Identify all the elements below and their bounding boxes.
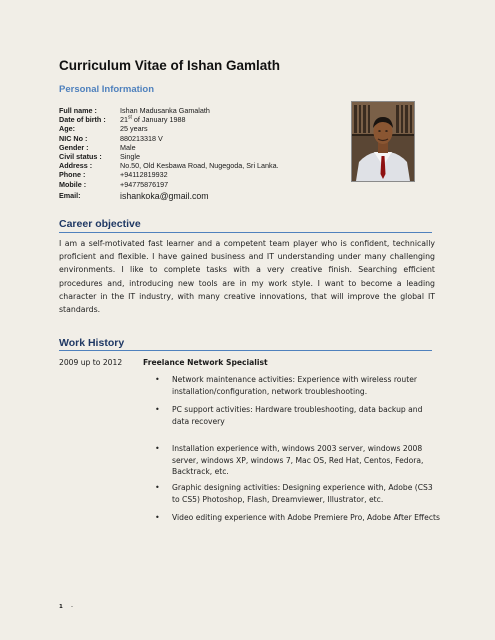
work-bullet-text: Video editing experience with Adobe Premiere Pro, Adobe After Effects xyxy=(172,513,440,522)
dob-day: 21 xyxy=(120,115,128,125)
phone-label: Phone : xyxy=(59,170,86,180)
full-name-label: Full name : xyxy=(59,106,97,115)
work-bullet-text: Graphic designing activities: Designing experience with, Adobe (CS3 to CS5) Photoshop, Flash, Dreamviewer, Illustrator, etc. xyxy=(172,483,433,504)
work-history-date: 2009 up to 2012 xyxy=(59,358,123,367)
personal-info-heading: Personal Information xyxy=(59,84,155,95)
work-bullet-item xyxy=(155,404,440,427)
profile-photo xyxy=(351,101,415,182)
work-bullet-item xyxy=(155,512,440,524)
gender-value: Male xyxy=(120,142,136,152)
work-bullet-text: Network maintenance activities: Experience with wireless router installation/configuration, network troubleshooting. xyxy=(172,375,418,396)
full-name-value: Ishan Madusanka Gamalath xyxy=(120,106,210,115)
dob-rest: of January 1988 xyxy=(131,115,186,125)
age-value: 25 years xyxy=(120,124,148,134)
career-objective-divider xyxy=(59,232,432,233)
mobile-label: Mobile : xyxy=(59,179,87,189)
work-bullet-text: Installation experience with, windows 2003 server, windows 2008 server, windows XP, windows 7, Mac OS, Red Hat, Centos, Fedora, Backtrack, etc. xyxy=(172,444,424,476)
gender-row xyxy=(59,143,279,152)
address-label: Address : xyxy=(59,161,93,171)
page-dash: - xyxy=(71,604,73,610)
dob-value xyxy=(120,115,185,124)
civil-status-value: Single xyxy=(120,151,140,161)
phone-row xyxy=(59,170,279,179)
dob-suffix: st xyxy=(128,114,132,121)
work-history-heading: Work History xyxy=(59,337,125,349)
email-row xyxy=(59,190,279,202)
career-objective-text: I am a self-motivated fast learner and a competent team player who is confident, technically proficient and flexible. I have gained business and IT understanding under many challenging environments. I like to complete tasks with a very creative finish. Searching efficient procedures and, introducing new tools are in my work style. I want to become a leading character in the IT industry, with many creative innovations, that will improve the global IT standards. xyxy=(59,239,435,315)
dob-label: Date of birth : xyxy=(59,115,106,125)
bullet-dot-icon: • xyxy=(155,375,160,384)
cv-title: Curriculum Vitae of Ishan Gamlath xyxy=(59,58,281,73)
page-number: 1 xyxy=(59,604,63,610)
bullet-dot-icon: • xyxy=(155,444,160,453)
bullet-dot-icon: • xyxy=(155,405,160,414)
bullet-dot-icon: • xyxy=(155,513,160,522)
email-label: Email: xyxy=(59,190,81,200)
nic-row xyxy=(59,134,279,143)
dob-row xyxy=(59,115,279,124)
age-label: Age: xyxy=(59,124,75,134)
mobile-row xyxy=(59,180,279,189)
bullet-dot-icon: • xyxy=(155,483,160,492)
address-row xyxy=(59,161,279,170)
nic-label: NIC No : xyxy=(59,133,88,143)
work-history-role: Freelance Network Specialist xyxy=(143,358,268,367)
address-value: No.50, Old Kesbawa Road, Nugegoda, Sri Lanka. xyxy=(120,161,279,171)
nic-value: 880213318 V xyxy=(120,133,163,143)
email-value[interactable]: ishankoka@gmail.com xyxy=(120,190,209,201)
gender-label: Gender : xyxy=(59,142,89,152)
work-bullet-item xyxy=(155,374,440,397)
career-objective-heading: Career objective xyxy=(59,218,141,230)
phone-value: +94112819932 xyxy=(120,170,168,180)
full-name-row xyxy=(59,106,279,115)
work-history-divider xyxy=(59,350,432,351)
civil-status-row xyxy=(59,152,279,161)
work-bullet-item xyxy=(155,482,440,505)
mobile-value: +94775876197 xyxy=(120,179,169,189)
personal-info-table xyxy=(59,106,279,202)
work-bullet-text: PC support activities: Hardware troubleshooting, data backup and data recovery xyxy=(172,405,423,426)
age-row xyxy=(59,124,279,133)
work-bullet-item xyxy=(155,443,440,478)
profile-photo-image xyxy=(352,102,414,181)
civil-status-label: Civil status : xyxy=(59,151,102,161)
